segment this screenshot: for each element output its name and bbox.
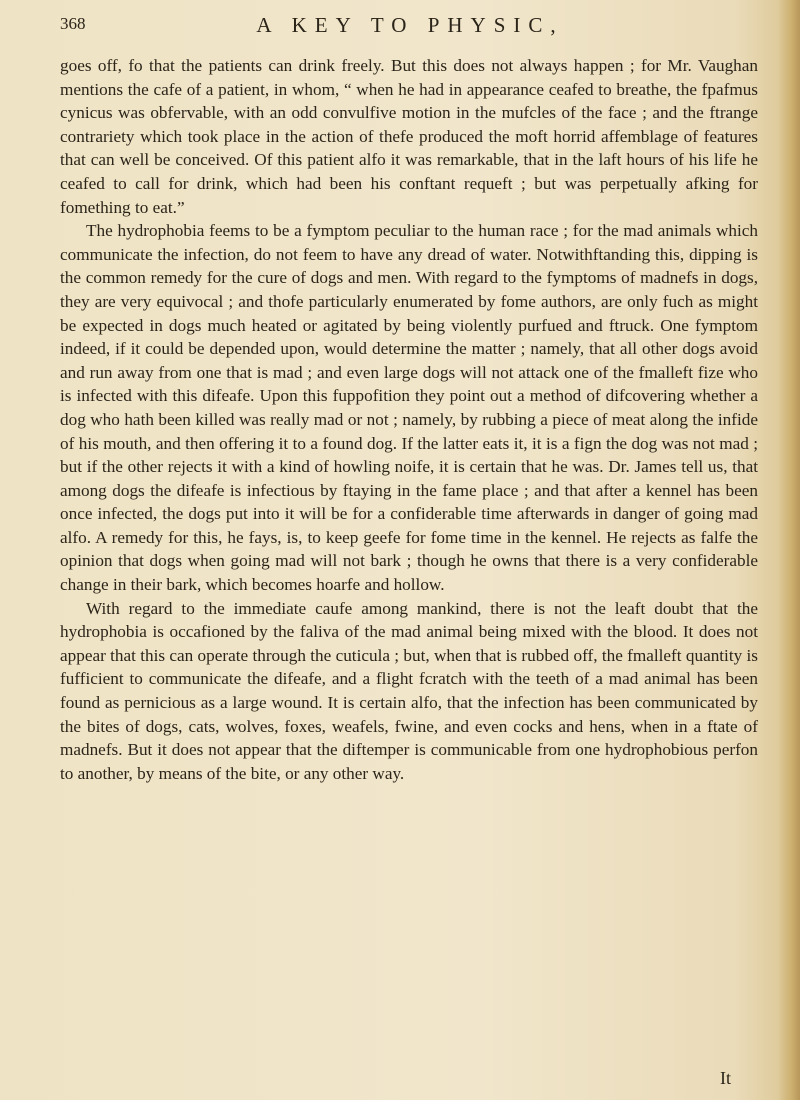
page-header	[60, 14, 760, 44]
running-title: A KEY TO PHYSIC,	[256, 13, 564, 37]
paragraph-continued: goes off, fo that the patients can drink freely. But this does not always happen ; for Mr. Vaughan mentions the cafe of a patient, in whom, “ when he had in appearance ceafed to breathe, the fpafmus cynicus was obfervable, with an odd convulfive motion in the mufcles of the face ; and the ftrange contrariety which took place in the action of thefe produced the moft horrid affemblage of features that can well be conceived. Of this patient alfo it was remarkable, that in the laft hours of his life he ceafed to call for drink, which had been his conftant requeft ; but was perpetually afking for fomething to eat.”	[60, 56, 758, 217]
page-number: 368	[60, 14, 86, 33]
body-text	[60, 54, 758, 785]
paragraph-hydrophobia-symptom: The hydrophobia feems to be a fymptom peculiar to the human race ; for the mad animals which communicate the infection, do not feem to have any dread of water. Notwithftanding this, dipping is the common remedy for the cure of dogs and men. With regard to the fymptoms of madnefs in dogs, they are very equivocal ; and thofe particularly enumerated by fome authors, are only fuch as might be expected in dogs much heated or agitated by being violently purfued and ftruck. One fymptom indeed, if it could be depended upon, would determine the matter ; namely, that all other dogs avoid and run away from one that is mad ; and even large dogs will not attack one of the fmalleft fize who is infected with this difeafe. Upon this fuppofition they point out a method of difcovering whether a dog who hath been killed was really mad or not ; namely, by rubbing a piece of meat along the infide of his mouth, and then offering it to a found dog. If the latter eats it, it is a fign the dog was not mad ; but if the other rejects it with a kind of howling noife, it is certain that he was. Dr. James tell us, that among dogs the difeafe is infectious by ftaying in the fame place ; and that after a kennel has been once infected, the dogs put into it will be for a confiderable time afterwards in danger of going mad alfo. A remedy for this, he fays, is, to keep geefe for fome time in the kennel. He rejects as falfe the opinion that dogs when going mad will not bark ; though he owns that there is a very confiderable change in their bark, which becomes hoarfe and hollow.	[60, 221, 758, 595]
page-edge-shadow	[778, 0, 800, 1100]
paragraph-immediate-cause: With regard to the immediate caufe among mankind, there is not the leaft doubt that the hydrophobia is occafioned by the faliva of the mad animal being mixed with the blood. It does not appear that this can operate through the cuticula ; but, when that is rubbed off, the fmalleft quantity is fufficient to communicate the difeafe, and a flight fcratch with the teeth of a mad animal has been found as pernicious as a large wound. It is certain alfo, that the infection has been communicated by the bites of dogs, cats, wolves, foxes, weafels, fwine, and even cocks and hens, when in a ftate of madnefs. But it does not appear that the diftemper is communicable from one hydrophobious perfon to another, by means of the bite, or any other way.	[60, 598, 758, 783]
catchword: It	[720, 1068, 731, 1088]
